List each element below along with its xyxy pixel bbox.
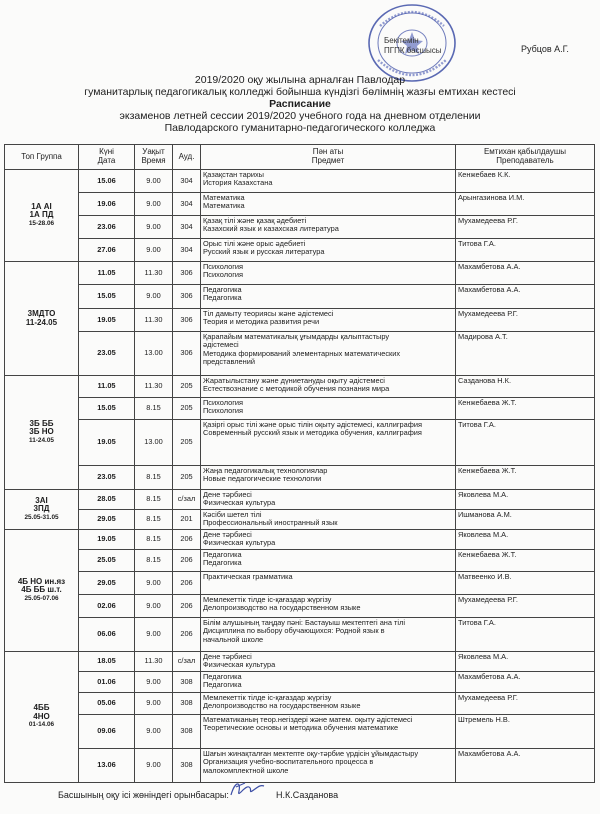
date-cell: 23.05 — [79, 332, 135, 376]
subject-line: Математика — [203, 201, 245, 211]
time-cell: 8.15 — [135, 398, 173, 420]
date-cell: 18.05 — [79, 652, 135, 672]
time-cell: 11.30 — [135, 309, 173, 332]
time-cell: 9.00 — [135, 618, 173, 652]
date-cell: 09.06 — [79, 715, 135, 749]
table-row — [5, 550, 595, 572]
date-cell: 23.05 — [79, 466, 135, 490]
subject-line: Профессиональный иностранный язык — [203, 518, 338, 528]
aud-cell: 205 — [173, 376, 201, 398]
time-cell: 8.15 — [135, 466, 173, 490]
table-row — [5, 309, 595, 332]
aud-cell: 206 — [173, 595, 201, 618]
aud-cell: 308 — [173, 715, 201, 749]
approval-block — [384, 36, 441, 56]
subject-line: Педагогика — [203, 671, 242, 681]
teacher-cell: Мухамедеева Р.Г. — [456, 216, 595, 239]
teacher-cell: Махамбетова А.А. — [456, 262, 595, 285]
subject-cell — [201, 693, 456, 715]
teacher-cell: Махамбетова А.А. — [456, 749, 595, 783]
subject-line: Дене тәрбиесі — [203, 651, 252, 661]
title-ru-line3: Павлодарского гуманитарно-педагогического колледжа — [164, 122, 436, 134]
footer-name: Н.К.Сазданова — [276, 790, 339, 800]
group-name: 1А АІ — [31, 201, 52, 211]
subject-line: Педагогика — [203, 558, 242, 568]
teacher-cell: Ишманова А.М. — [456, 510, 595, 530]
subject-line: Тіл дамыту теориясы және әдістемесі — [203, 308, 334, 318]
group-name: 4НО — [33, 711, 50, 721]
date-cell: 01.06 — [79, 672, 135, 693]
subject-cell — [201, 550, 456, 572]
approval-line2: ПГПК басшысы — [384, 46, 442, 55]
time-cell: 9.00 — [135, 749, 173, 783]
subject-cell — [201, 216, 456, 239]
subject-line: Делопроизводство на государственном языке — [203, 603, 361, 613]
aud-cell: 308 — [173, 749, 201, 783]
teacher-cell: Кенжебаева Ж.Т. — [456, 466, 595, 490]
table-row — [5, 652, 595, 672]
table-row — [5, 216, 595, 239]
time-cell: 9.00 — [135, 193, 173, 216]
teacher-cell: Яковлева М.А. — [456, 490, 595, 510]
teacher-cell: Махамбетова А.А. — [456, 285, 595, 309]
teacher-cell: Мухамедеева Р.Г. — [456, 595, 595, 618]
aud-cell: 205 — [173, 466, 201, 490]
subject-line: Дене тәрбиесі — [203, 489, 252, 499]
date-cell: 19.05 — [79, 530, 135, 550]
subject-line: Казахский язык и казахская литература — [203, 224, 339, 234]
subject-line: Шағын жинақталған мектепте оқу-тәрбие үрдісін ұйымдастыру — [203, 748, 419, 758]
date-cell: 11.05 — [79, 376, 135, 398]
exam-schedule-table — [4, 144, 595, 783]
subject-line: Дисциплина по выбору обучающихся: Родной язык в — [203, 626, 385, 636]
time-cell: 9.00 — [135, 693, 173, 715]
date-cell: 15.05 — [79, 398, 135, 420]
subject-line: Методика формирований элементарных математических — [203, 348, 401, 358]
date-cell: 23.06 — [79, 216, 135, 239]
time-cell: 9.00 — [135, 715, 173, 749]
subject-cell — [201, 510, 456, 530]
subject-line: Физическая культура — [203, 660, 276, 670]
subject-cell — [201, 262, 456, 285]
date-cell: 15.05 — [79, 285, 135, 309]
subject-line: Педагогика — [203, 680, 242, 690]
subject-cell — [201, 420, 456, 466]
time-cell: 9.00 — [135, 170, 173, 193]
group-cell — [5, 652, 79, 783]
time-cell: 9.00 — [135, 672, 173, 693]
teacher-cell: Матвеенко И.В. — [456, 572, 595, 595]
date-cell: 06.06 — [79, 618, 135, 652]
subject-line: Математика — [203, 192, 245, 202]
aud-cell: 304 — [173, 239, 201, 262]
aud-cell: 306 — [173, 262, 201, 285]
subject-cell — [201, 285, 456, 309]
date-cell: 28.05 — [79, 490, 135, 510]
title-kz-line2: гуманитарлық педагогикалық колледжі бойынша күндізгі бөлімнің жазғы емтихан кестесі — [84, 86, 516, 98]
teacher-cell: Кенжебаев К.К. — [456, 170, 595, 193]
table-row — [5, 262, 595, 285]
teacher-cell: Мухамедеева Р.Г. — [456, 309, 595, 332]
time-cell: 8.15 — [135, 490, 173, 510]
time-cell: 9.00 — [135, 239, 173, 262]
date-cell: 25.05 — [79, 550, 135, 572]
table-row — [5, 376, 595, 398]
subject-line: Новые педагогические технологии — [203, 474, 322, 484]
header-subject: Пән аты Предмет — [201, 145, 456, 170]
aud-cell: 306 — [173, 285, 201, 309]
subject-cell — [201, 398, 456, 420]
aud-cell: с/зал — [173, 652, 201, 672]
subject-line: Психология — [203, 397, 244, 407]
teacher-cell: Кенжебаева Ж.Т. — [456, 398, 595, 420]
subject-line: Физическая культура — [203, 498, 276, 508]
table-row — [5, 749, 595, 783]
subject-cell — [201, 332, 456, 376]
group-name: 3АІ — [35, 495, 48, 505]
subject-line: Психология — [203, 261, 244, 271]
table-row — [5, 595, 595, 618]
subject-line: Теория и методика развития речи — [203, 317, 320, 327]
aud-cell: 206 — [173, 530, 201, 550]
group-dates: 25.05-07.06 — [24, 594, 59, 602]
teacher-cell: Махамбетова А.А. — [456, 672, 595, 693]
subject-line: Психология — [203, 270, 244, 280]
table-row — [5, 672, 595, 693]
aud-cell: 206 — [173, 550, 201, 572]
teacher-cell: Титова Г.А. — [456, 239, 595, 262]
aud-cell: 206 — [173, 618, 201, 652]
group-dates: 11-24.05 — [29, 436, 54, 444]
group-dates: 25.05-31.05 — [24, 513, 59, 521]
subject-line: Қазақстан тарихы — [203, 169, 264, 179]
teacher-cell: Кенжебаева Ж.Т. — [456, 550, 595, 572]
table-row — [5, 193, 595, 216]
teacher-cell: Яковлева М.А. — [456, 530, 595, 550]
subject-line: История Казахстана — [203, 178, 273, 188]
subject-cell — [201, 572, 456, 595]
date-cell: 15.06 — [79, 170, 135, 193]
subject-line: Психология — [203, 406, 244, 416]
header-date: Күні Дата — [79, 145, 135, 170]
table-row — [5, 239, 595, 262]
subject-line: представлений — [203, 357, 255, 367]
subject-line: Педагогика — [203, 293, 242, 303]
subject-line: Практическая грамматика — [203, 571, 293, 581]
time-cell: 9.00 — [135, 595, 173, 618]
subject-cell — [201, 672, 456, 693]
subject-line: Математиканың теор.негіздері және матем. оқыту әдістемесі — [203, 714, 413, 724]
date-cell: 19.05 — [79, 420, 135, 466]
aud-cell: 304 — [173, 170, 201, 193]
approval-line1: Бекітемін — [384, 36, 419, 45]
subject-cell — [201, 595, 456, 618]
teacher-cell: Яковлева М.А. — [456, 652, 595, 672]
header-teacher: Емтихан қабылдаушы Преподаватель — [456, 145, 595, 170]
teacher-cell: Мухамедеева Р.Г. — [456, 693, 595, 715]
aud-cell: 306 — [173, 309, 201, 332]
aud-cell: 308 — [173, 672, 201, 693]
group-cell — [5, 170, 79, 262]
subject-line: Кәсіби шетел тілі — [203, 509, 262, 519]
time-cell: 8.15 — [135, 550, 173, 572]
teacher-cell: Арынгазинова И.М. — [456, 193, 595, 216]
subject-line: Современный русский язык и методика обучения, каллиграфия — [203, 428, 422, 438]
time-cell: 11.30 — [135, 376, 173, 398]
table-row — [5, 285, 595, 309]
group-cell — [5, 262, 79, 376]
aud-cell: 304 — [173, 193, 201, 216]
time-cell: 13.00 — [135, 332, 173, 376]
group-name: 11-24.05 — [25, 317, 58, 327]
subject-line: Жаратылыстану және дүниетануды оқыту әдістемесі — [203, 375, 385, 385]
date-cell: 11.05 — [79, 262, 135, 285]
subject-line: Естествознание с методикой обучения познания мира — [203, 384, 390, 394]
table-row — [5, 530, 595, 550]
table-row — [5, 466, 595, 490]
subject-line: Физическая культура — [203, 538, 276, 548]
aud-cell: 308 — [173, 693, 201, 715]
subject-line: Русский язык и русская литература — [203, 247, 325, 257]
subject-line: Дене тәрбиесі — [203, 529, 252, 539]
group-dates: 15-28.06 — [28, 219, 55, 227]
date-cell: 05.06 — [79, 693, 135, 715]
subject-line: Мемлекеттік тілде іс-қағаздар жүргізу — [203, 594, 332, 604]
header-time: Уақыт Время — [135, 145, 173, 170]
time-cell: 11.30 — [135, 652, 173, 672]
table-row — [5, 398, 595, 420]
subject-line: Қазіргі орыс тілі және орыс тілін оқыту әдістемесі, каллиграфия — [203, 419, 422, 429]
table-row — [5, 170, 595, 193]
subject-line: Организация учебно-воспитательного процесса в — [203, 757, 374, 767]
teacher-cell: Титова Г.А. — [456, 618, 595, 652]
subject-line: Білім алушының таңдау пәні: Бастауыш мектептегі ана тілі — [203, 617, 406, 627]
teacher-cell: Штремель Н.В. — [456, 715, 595, 749]
date-cell: 29.05 — [79, 510, 135, 530]
subject-cell — [201, 490, 456, 510]
subject-cell — [201, 466, 456, 490]
group-name: 1А ПД — [29, 210, 54, 220]
subject-line: Делопроизводство на государственном языке — [203, 701, 361, 711]
table-row — [5, 332, 595, 376]
teacher-cell: Титова Г.А. — [456, 420, 595, 466]
time-cell: 9.00 — [135, 285, 173, 309]
subject-cell — [201, 715, 456, 749]
time-cell: 9.00 — [135, 572, 173, 595]
table-row — [5, 420, 595, 466]
date-cell: 02.06 — [79, 595, 135, 618]
group-name: 4Б ББ ш.т. — [21, 585, 62, 595]
table-row — [5, 572, 595, 595]
subject-cell — [201, 193, 456, 216]
header-group: Топ Группа — [5, 145, 79, 170]
time-cell: 9.00 — [135, 216, 173, 239]
table-row — [5, 693, 595, 715]
teacher-cell: Мадирова А.Т. — [456, 332, 595, 376]
group-name: 3ПД — [33, 504, 50, 514]
table-row — [5, 510, 595, 530]
title-kz-line1: 2019/2020 оқу жылына арналған Павлодар — [194, 74, 406, 86]
subject-line: Педагогика — [203, 549, 242, 559]
date-cell: 19.05 — [79, 309, 135, 332]
aud-cell: 306 — [173, 332, 201, 376]
group-name: 4ББ — [33, 703, 50, 713]
subject-line: Қарапайым математикалық ұғымдарды қалыптастыру — [203, 331, 390, 341]
subject-line: малокомплектной школе — [203, 765, 289, 775]
table-header-row — [5, 145, 595, 170]
group-cell — [5, 530, 79, 652]
time-cell: 11.30 — [135, 262, 173, 285]
subject-cell — [201, 530, 456, 550]
subject-cell — [201, 309, 456, 332]
group-name: 4Б НО ин.яз — [17, 576, 66, 586]
subject-line: Педагогика — [203, 284, 242, 294]
approver-name: Рубцов А.Г. — [521, 44, 569, 54]
aud-cell: 205 — [173, 398, 201, 420]
aud-cell: 205 — [173, 420, 201, 466]
subject-cell — [201, 239, 456, 262]
table-row — [5, 715, 595, 749]
time-cell: 8.15 — [135, 510, 173, 530]
group-cell — [5, 376, 79, 490]
signature — [227, 777, 267, 801]
subject-cell — [201, 652, 456, 672]
aud-cell: 206 — [173, 572, 201, 595]
title-ru-line2: экзаменов летней сессии 2019/2020 учебного года на дневном отделении — [119, 110, 481, 122]
subject-line: әдістемесі — [203, 340, 239, 350]
group-dates: 01-14.06 — [28, 721, 55, 729]
table-row — [5, 618, 595, 652]
subject-line: Жаңа педагогикалық технологиялар — [203, 465, 328, 475]
table-row — [5, 490, 595, 510]
group-name: 3МДТО — [27, 308, 56, 318]
date-cell: 19.06 — [79, 193, 135, 216]
group-cell — [5, 490, 79, 530]
subject-line: начальной школе — [203, 634, 264, 644]
document-title — [0, 74, 600, 134]
time-cell: 8.15 — [135, 530, 173, 550]
date-cell: 27.06 — [79, 239, 135, 262]
subject-cell — [201, 618, 456, 652]
subject-line: Мемлекеттік тілде іс-қағаздар жүргізу — [203, 692, 332, 702]
title-ru-line1: Расписание — [269, 98, 331, 110]
aud-cell: 201 — [173, 510, 201, 530]
subject-cell — [201, 170, 456, 193]
date-cell: 29.05 — [79, 572, 135, 595]
header-aud: Ауд. — [173, 145, 201, 170]
subject-line: Орыс тілі және орыс әдебиеті — [203, 238, 306, 248]
subject-line: Теоретические основы и методика обучения математике — [203, 723, 399, 733]
footer-label: Басшының оқу ісі жөніндегі орынбасары: — [58, 790, 229, 800]
time-cell: 13.00 — [135, 420, 173, 466]
teacher-cell: Сазданова Н.К. — [456, 376, 595, 398]
date-cell: 13.06 — [79, 749, 135, 783]
aud-cell: с/зал — [173, 490, 201, 510]
group-name: 3Б НО — [29, 427, 54, 437]
group-name: 3Б ББ — [29, 418, 54, 428]
subject-line: Қазақ тілі және қазақ әдебиеті — [203, 215, 307, 225]
aud-cell: 304 — [173, 216, 201, 239]
subject-cell — [201, 376, 456, 398]
